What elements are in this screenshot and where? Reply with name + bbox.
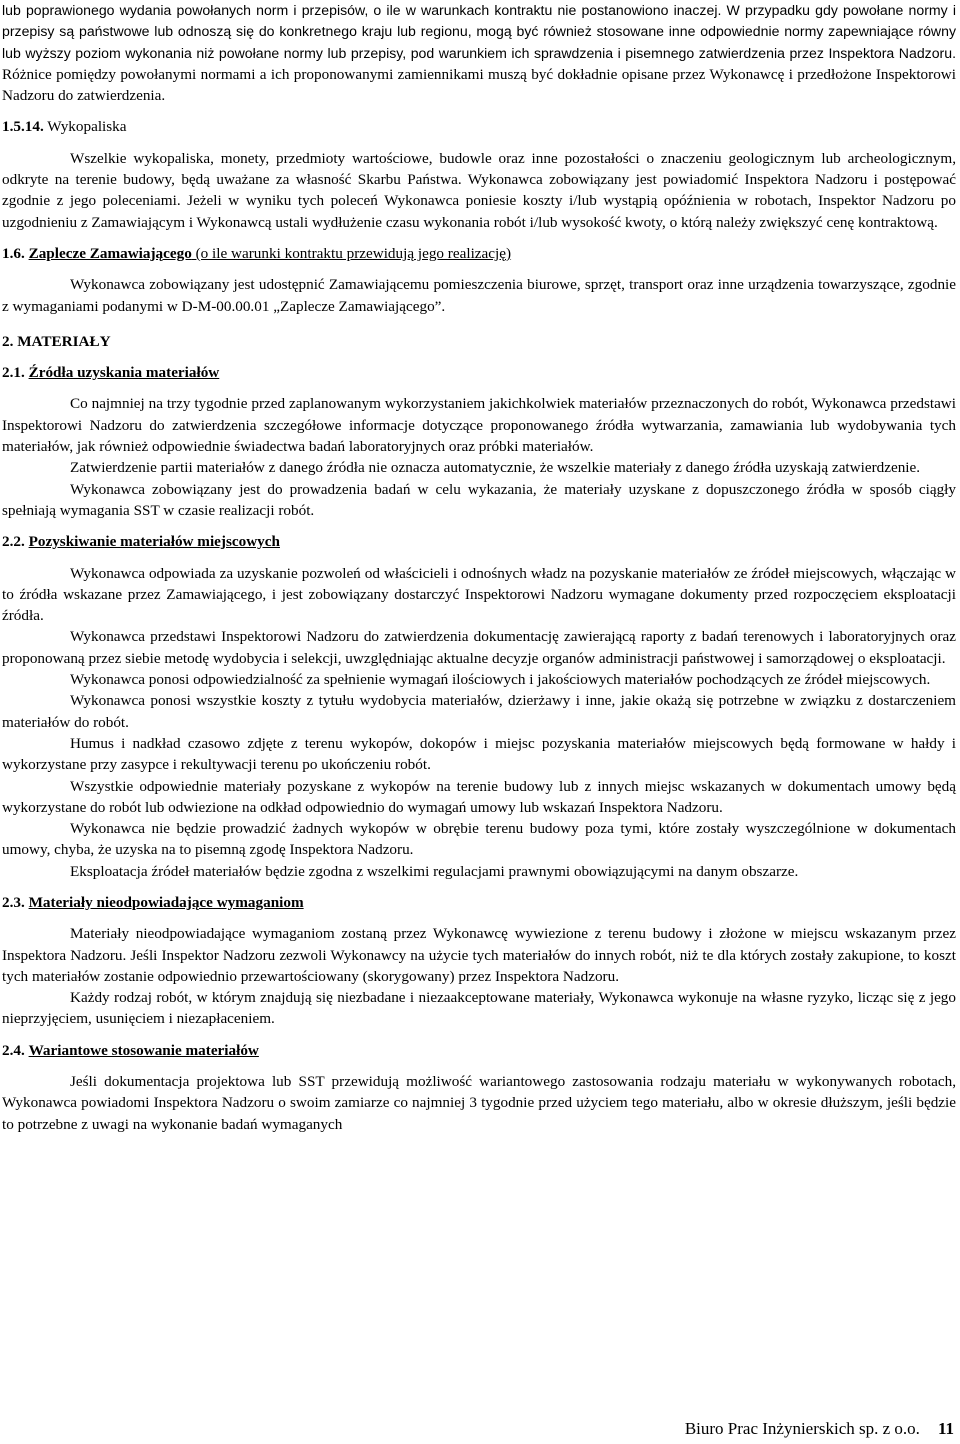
paragraph-2-2-g: Wykonawca nie będzie prowadzić żadnych wykopów w obrębie terenu budowy poza tymi, które zostały wyszczególnione w dokumentach umowy, chyba, że uzyska na to pisemną zgodę Inspektora Nadzoru. xyxy=(2,820,956,859)
paragraph-2-1-b: Zatwierdzenie partii materiałów z danego źródła nie oznacza automatycznie, że wszelkie materiały z danego źródła uzyskają zatwierdzenie. xyxy=(70,459,921,477)
footer-company: Biuro Prac Inżynierskich sp. z o.o. xyxy=(684,1419,920,1438)
paragraph-2-2-a: Wykonawca odpowiada za uzyskanie pozwoleń od właścicieli i odnośnych władz na pozyskanie materiałów ze źródeł miejscowych, włączając w to źródła wskazane przez Zamawiającego, i jest zobowiązany dostarczyć Inspektorowi Nadzoru wymagane dokumenty przed rozpoczęciem eksploatacji źródła. xyxy=(2,564,956,625)
heading-2-1 xyxy=(2,362,956,383)
heading-2-2-title: Pozyskiwanie materiałów miejscowych xyxy=(28,533,280,551)
heading-2-3-number: 2.3. xyxy=(2,893,25,911)
heading-2-1-title: Źródła uzyskania materiałów xyxy=(28,364,220,382)
heading-1-5-14-number: 1.5.14. xyxy=(2,118,44,136)
paragraph-2-3-b: Każdy rodzaj robót, w którym znajdują się niezbadane i niezaakceptowane materiały, Wykonawca wykonuje na własne ryzyko, licząc się z jego nieprzyjęciem, usunięciem i niezapłaceniem. xyxy=(2,989,956,1028)
paragraph-2-2-f: Wszystkie odpowiednie materiały pozyskane z wykopów na terenie budowy lub z innych miejsc wskazanych w dokumentach umowy będą wykorzystane do robót lub odwiezione na odkład odpowiednio do wymagań umowy lub wskazań Inspektora Nadzoru. xyxy=(2,777,956,816)
heading-1-6-number: 1.6. xyxy=(2,244,25,262)
page-number: 11 xyxy=(937,1419,954,1438)
paragraph-2-2-e: Humus i nadkład czasowo zdjęte z terenu wykopów, dokopów i miejsc pozyskania materiałów miejscowych będą formowane w hałdy i wykorzystane przy zasypce i rekultywacji terenu po ukończeniu robót. xyxy=(2,734,956,774)
paragraph-2-2-h: Eksploatacja źródeł materiałów będzie zgodna z wszelkimi regulacjami prawnymi obowiązującymi na danym obszarze. xyxy=(70,862,799,880)
heading-1-6-note: (o ile warunki kontraktu przewidują jego realizację) xyxy=(191,244,512,262)
heading-1-6 xyxy=(2,243,956,264)
paragraph-2-3-a: Materiały nieodpowiadające wymaganiom zostaną przez Wykonawcę wywiezione z terenu budowy i złożone w miejscu wskazanym przez Inspektora Nadzoru. Jeśli Inspektor Nadzoru zezwoli Wykonawcy na użycie tych materiałów do innych robót, niż te dla których zostały zakupione, to koszt tych materiałów zostanie odpowiednio przewartościowany (skorygowany) przez Inspektora Nadzoru. xyxy=(2,925,956,985)
paragraph-zaplecze: Wykonawca zobowiązany jest udostępnić Zamawiającemu pomieszczenia biurowe, sprzęt, transport oraz inne urządzenia towarzyszące, zgodnie z wymaganiami podanymi w D-M-00.00.01 „Zaplecze Zamawiającego”. xyxy=(2,276,956,315)
paragraph-wykopaliska: Wszelkie wykopaliska, monety, przedmioty wartościowe, budowle oraz inne pozostałości o znaczeniu geologicznym lub archeologicznym, odkryte na terenie budowy, będą uważane za własność Skarbu Państwa. Wykonawca zobowiązany jest powiadomić Inspektora Nadzoru i postępować zgodnie z jego poleceniami. Jeżeli w wyniku tych poleceń Wykonawca poniesie koszty i/lub wystąpią opóźnienia w robotach, Inspektor Nadzoru po uzgodnieniu z Zamawiającym i Wykonawcą ustali wydłużenie czasu wykonania robót i/lub wysokość kwoty, o którą należy zwiększyć cenę kontraktową. xyxy=(2,149,956,231)
heading-2-4-title: Wariantowe stosowanie materiałów xyxy=(28,1041,259,1059)
paragraph-2-4-a: Jeśli dokumentacja projektowa lub SST przewidują możliwość wariantowego zastosowania rodzaju materiału w wykonywanych robotach, Wykonawca powiadomi Inspektora Nadzoru o swoim zamiarze co najmniej 3 tygodnie przed użyciem tego materiału, albo w okresie dłuższym, jeśli będzie to potrzebne z uwagi na wykonanie badań wymaganych xyxy=(2,1073,956,1133)
paragraph-2-1-a: Co najmniej na trzy tygodnie przed zaplanowanym wykorzystaniem jakichkolwiek materiałów przeznaczonych do robót, Wykonawca przedstawi Inspektorowi Nadzoru do zatwierdzenia szczegółowe informacje dotyczące proponowanego źródła wytwarzania, zamawiania lub wydobywania tych materiałów, jak również odpowiednie świadectwa badań laboratoryjnych oraz próbki materiałów. xyxy=(2,395,956,456)
heading-2-3-title: Materiały nieodpowiadające wymaganiom xyxy=(28,893,304,911)
heading-1-5-14 xyxy=(2,116,956,137)
paragraph-norms-sans-part: lub poprawionego wydania powołanych norm i przepisów, o ile w warunkach kontraktu nie postanowiono inaczej. W przypadku gdy powołane normy i przepisy są państwowe lub odnoszą się do konkretnego kraju lub regionu, mogą być również stosowane inne odpowiednie normy zapewniające równy lub wyższy poziom wykonania niż powołane normy lub przepisy, pod warunkiem ich sprawdzenia i pisemnego zatwierdzenia przez Inspektora Nadzoru. xyxy=(2,2,956,61)
paragraph-2-2-b: Wykonawca przedstawi Inspektorowi Nadzoru do zatwierdzenia dokumentację zawierającą raporty z badań terenowych i laboratoryjnych oraz proponowaną przez siebie metodę wydobycia i selekcji, uwzględniając aktualne decyzje organów administracji państwowej i samorządowej o eksploatacji. xyxy=(2,628,956,667)
heading-2-4 xyxy=(2,1040,956,1061)
paragraph-norms xyxy=(2,0,956,106)
heading-2-1-number: 2.1. xyxy=(2,364,25,382)
heading-2-materialy: 2. MATERIAŁY xyxy=(2,332,111,350)
heading-2-3 xyxy=(2,892,956,913)
heading-1-5-14-title: Wykopaliska xyxy=(43,118,127,136)
page-footer xyxy=(685,1418,954,1440)
heading-1-6-title: Zaplecze Zamawiającego xyxy=(28,244,192,262)
heading-2-2 xyxy=(2,531,956,552)
paragraph-norms-serif-part: Różnice pomiędzy powołanymi normami a ich proponowanymi zamiennikami muszą być dokładnie opisane przez Wykonawcę i przedłożone Inspektorowi Nadzoru do zatwierdzenia. xyxy=(2,65,956,105)
heading-2-2-number: 2.2. xyxy=(2,533,25,551)
paragraph-2-1-c: Wykonawca zobowiązany jest do prowadzenia badań w celu wykazania, że materiały uzyskane z dopuszczonego źródła w sposób ciągły spełniają wymagania SST w czasie realizacji robót. xyxy=(2,480,956,519)
paragraph-2-2-d: Wykonawca ponosi wszystkie koszty z tytułu wydobycia materiałów, dzierżawy i inne, jakie okażą się potrzebne w związku z dostarczeniem materiałów do robót. xyxy=(2,692,956,731)
document-page xyxy=(2,0,956,1135)
heading-2-4-number: 2.4. xyxy=(2,1041,25,1059)
paragraph-2-2-c: Wykonawca ponosi odpowiedzialność za spełnienie wymagań ilościowych i jakościowych materiałów pochodzących ze źródeł miejscowych. xyxy=(70,671,931,689)
